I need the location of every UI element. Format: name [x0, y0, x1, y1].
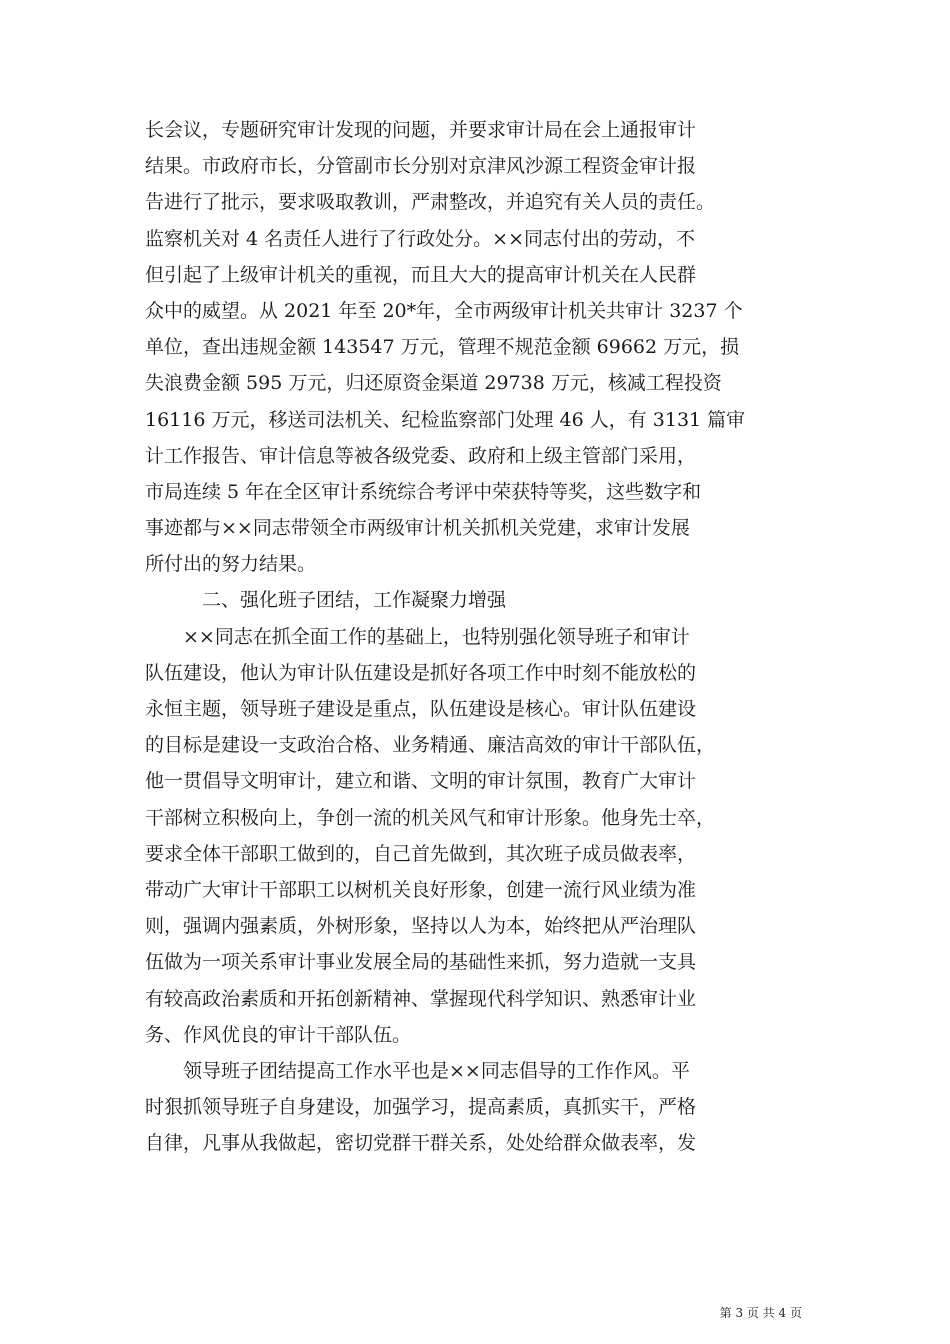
paragraph-first-line: ××同志在抓全面工作的基础上，也特别强化领导班子和审计: [183, 625, 690, 648]
text-line: 单位，查出违规金额 143547 万元，管理不规范金额 69662 万元，损: [145, 336, 740, 359]
text-line: 所付出的努力结果。: [145, 553, 317, 576]
text-line: 有较高政治素质和开拓创新精神、掌握现代科学知识、熟悉审计业: [145, 987, 697, 1010]
text-line: 结果。市政府市长，分管副市长分别对京津风沙源工程资金审计报: [145, 155, 697, 178]
section-heading: 二、强化班子团结，工作凝聚力增强: [202, 589, 507, 612]
document-body: [145, 112, 805, 1161]
text-line: 的目标是建设一支政治合格、业务精通、廉洁高效的审计干部队伍，: [145, 734, 716, 757]
text-line: 计工作报告、审计信息等被各级党委、政府和上级主管部门采用，: [145, 444, 697, 467]
text-line: 干部树立积极向上，争创一流的机关风气和审计形象。他身先士卒，: [145, 806, 716, 829]
text-line: 告进行了批示，要求吸取教训，严肃整改，并追究有关人员的责任。: [145, 191, 716, 214]
text-line: 时狠抓领导班子自身建设，加强学习，提高素质，真抓实干，严格: [145, 1096, 697, 1119]
text-line: 监察机关对 4 名责任人进行了行政处分。××同志付出的劳动，不: [145, 227, 696, 250]
text-line: 伍做为一项关系审计事业发展全局的基础性来抓，努力造就一支具: [145, 951, 697, 974]
text-line: 市局连续 5 年在全区审计系统综合考评中荣获特等奖，这些数字和: [145, 480, 702, 503]
text-line: 务、作风优良的审计干部队伍。: [145, 1023, 412, 1046]
text-line: 但引起了上级审计机关的重视，而且大大的提高审计机关在人民群: [145, 263, 697, 286]
text-line: 他一贯倡导文明审计，建立和谐、文明的审计氛围，教育广大审计: [145, 770, 697, 793]
paragraph-first-line: 领导班子团结提高工作水平也是××同志倡导的工作作风。平: [183, 1059, 690, 1082]
page-number: 第 3 页 共 4 页: [719, 1306, 802, 1320]
text-line: 队伍建设，他认为审计队伍建设是抓好各项工作中时刻不能放松的: [145, 661, 697, 684]
text-line: 要求全体干部职工做到的，自己首先做到，其次班子成员做表率，: [145, 842, 697, 865]
text-line: 带动广大审计干部职工以树机关良好形象，创建一流行风业绩为准: [145, 878, 697, 901]
text-line: 失浪费金额 595 万元，归还原资金渠道 29738 万元，核减工程投资: [145, 372, 722, 395]
text-line: 自律，凡事从我做起，密切党群干群关系，处处给群众做表率，发: [145, 1132, 697, 1155]
text-line: 则，强调内强素质，外树形象，坚持以人为本，始终把从严治理队: [145, 915, 697, 938]
text-line: 众中的威望。从 2021 年至 20*年，全市两级审计机关共审计 3237 个: [145, 299, 743, 322]
text-line: 永恒主题，领导班子建设是重点，队伍建设是核心。审计队伍建设: [145, 698, 697, 720]
text-line: 长会议，专题研究审计发现的问题，并要求审计局在会上通报审计: [145, 119, 697, 141]
text-line: 16116 万元，移送司法机关、纪检监察部门处理 46 人，有 3131 篇审: [145, 408, 746, 431]
text-line: 事迹都与××同志带领全市两级审计机关抓机关党建，求审计发展: [145, 517, 690, 540]
